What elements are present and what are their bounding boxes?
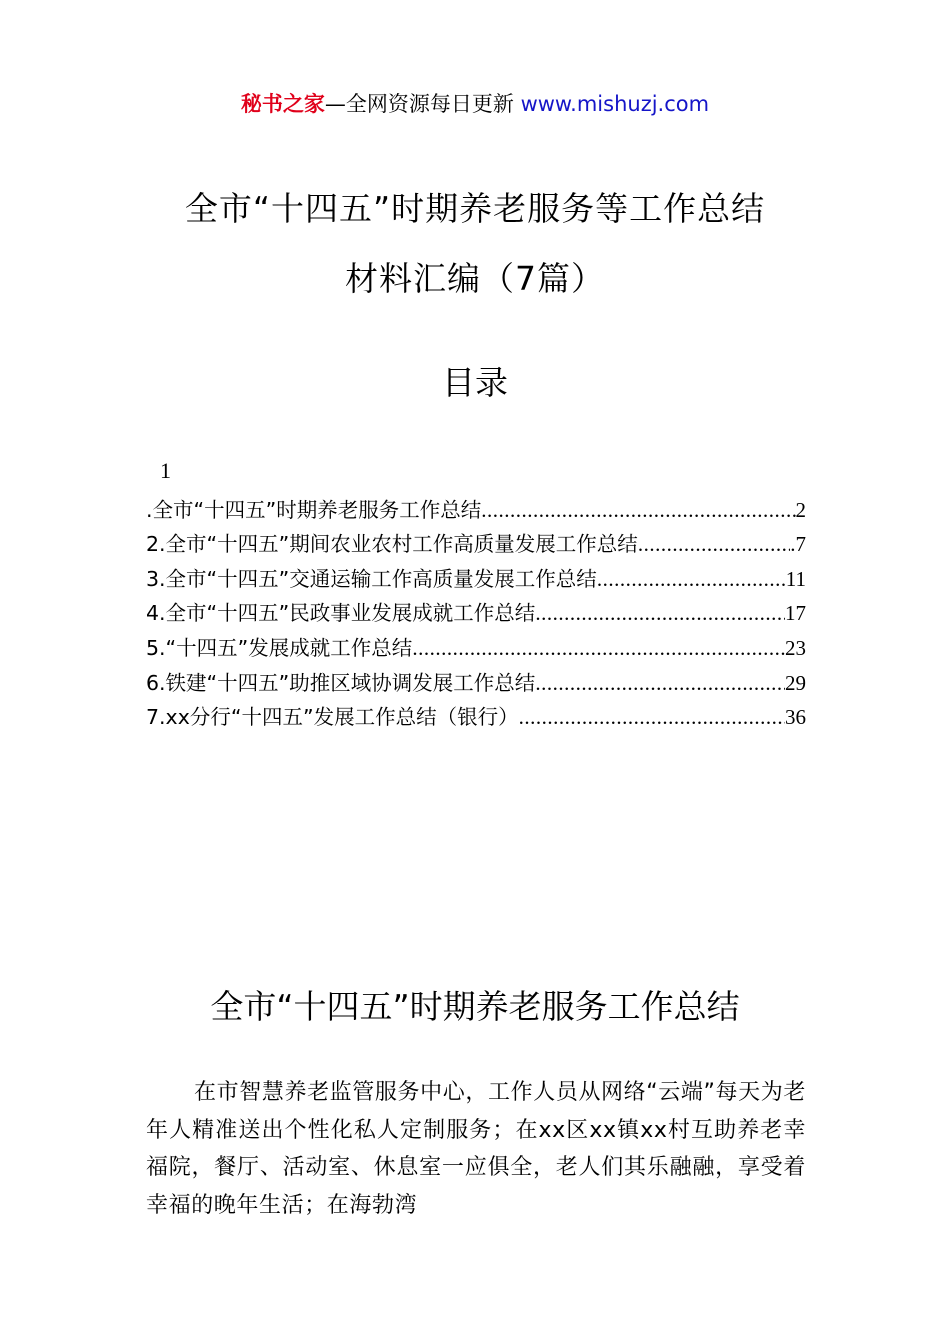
toc-item-5[interactable]: [146, 626, 806, 661]
table-of-contents: [146, 454, 806, 730]
toc-leader-dots: [535, 671, 785, 696]
document-title-line1: 全市“十四五”时期养老服务等工作总结: [184, 189, 766, 228]
toc-item-page: 17: [785, 601, 806, 626]
toc-item-page: 23: [785, 635, 806, 660]
toc-item-page: 2: [795, 497, 806, 522]
site-header: [0, 88, 950, 120]
site-url-link[interactable]: www.mishuzj.com: [520, 92, 710, 116]
header-tagline: —全网资源每日更新: [324, 92, 521, 116]
section-title: 全市“十四五”时期养老服务工作总结: [210, 987, 740, 1026]
toc-leader-dots: [535, 601, 785, 626]
toc-item-1[interactable]: [146, 488, 806, 523]
toc-item-page: 36: [785, 705, 806, 730]
toc-leader-dots: [638, 532, 790, 557]
toc-first-number: 1: [160, 458, 171, 483]
toc-item-6[interactable]: [146, 661, 806, 696]
toc-item-2[interactable]: [146, 523, 806, 558]
toc-leader-dots: [481, 498, 795, 523]
toc-leader-dots: [597, 567, 786, 592]
brand-name: 秘书之家: [240, 92, 325, 116]
toc-item-text: 5.“十四五”发展成就工作总结: [146, 635, 413, 660]
toc-heading: 目录: [442, 363, 508, 402]
toc-item-page: 11: [785, 566, 806, 591]
toc-item-4[interactable]: [146, 592, 806, 627]
toc-item-page: .7: [790, 532, 806, 557]
toc-item-text: 7.xx分行“十四五”发展工作总结（银行）: [146, 705, 519, 730]
toc-leader-dots: [519, 705, 785, 730]
document-title-line2: 材料汇编（7篇）: [345, 259, 605, 298]
toc-item-text: 2.全市“十四五”期间农业农村工作高质量发展工作总结: [146, 532, 638, 557]
toc-item-text: 4.全市“十四五”民政事业发展成就工作总结: [146, 601, 536, 626]
body-paragraph: 在市智慧养老监管服务中心，工作人员从网络“云端”每天为老年人精准送出个性化私人定制服务；在xx区xx镇xx村互助养老幸福院，餐厅、活动室、休息室一应俱全，老人们其乐融融，享受着幸福的晚年生活；在海勃湾: [146, 1080, 806, 1218]
toc-item-page: 29: [785, 670, 806, 695]
toc-item-text: .全市“十四五”时期养老服务工作总结: [146, 497, 482, 522]
toc-item-text: 3.全市“十四五”交通运输工作高质量发展工作总结: [146, 566, 597, 591]
toc-item-3[interactable]: [146, 557, 806, 592]
toc-leader-dots: [412, 636, 785, 661]
toc-item-7[interactable]: [146, 696, 806, 731]
toc-item-text: 6.铁建“十四五”助推区域协调发展工作总结: [146, 670, 536, 695]
